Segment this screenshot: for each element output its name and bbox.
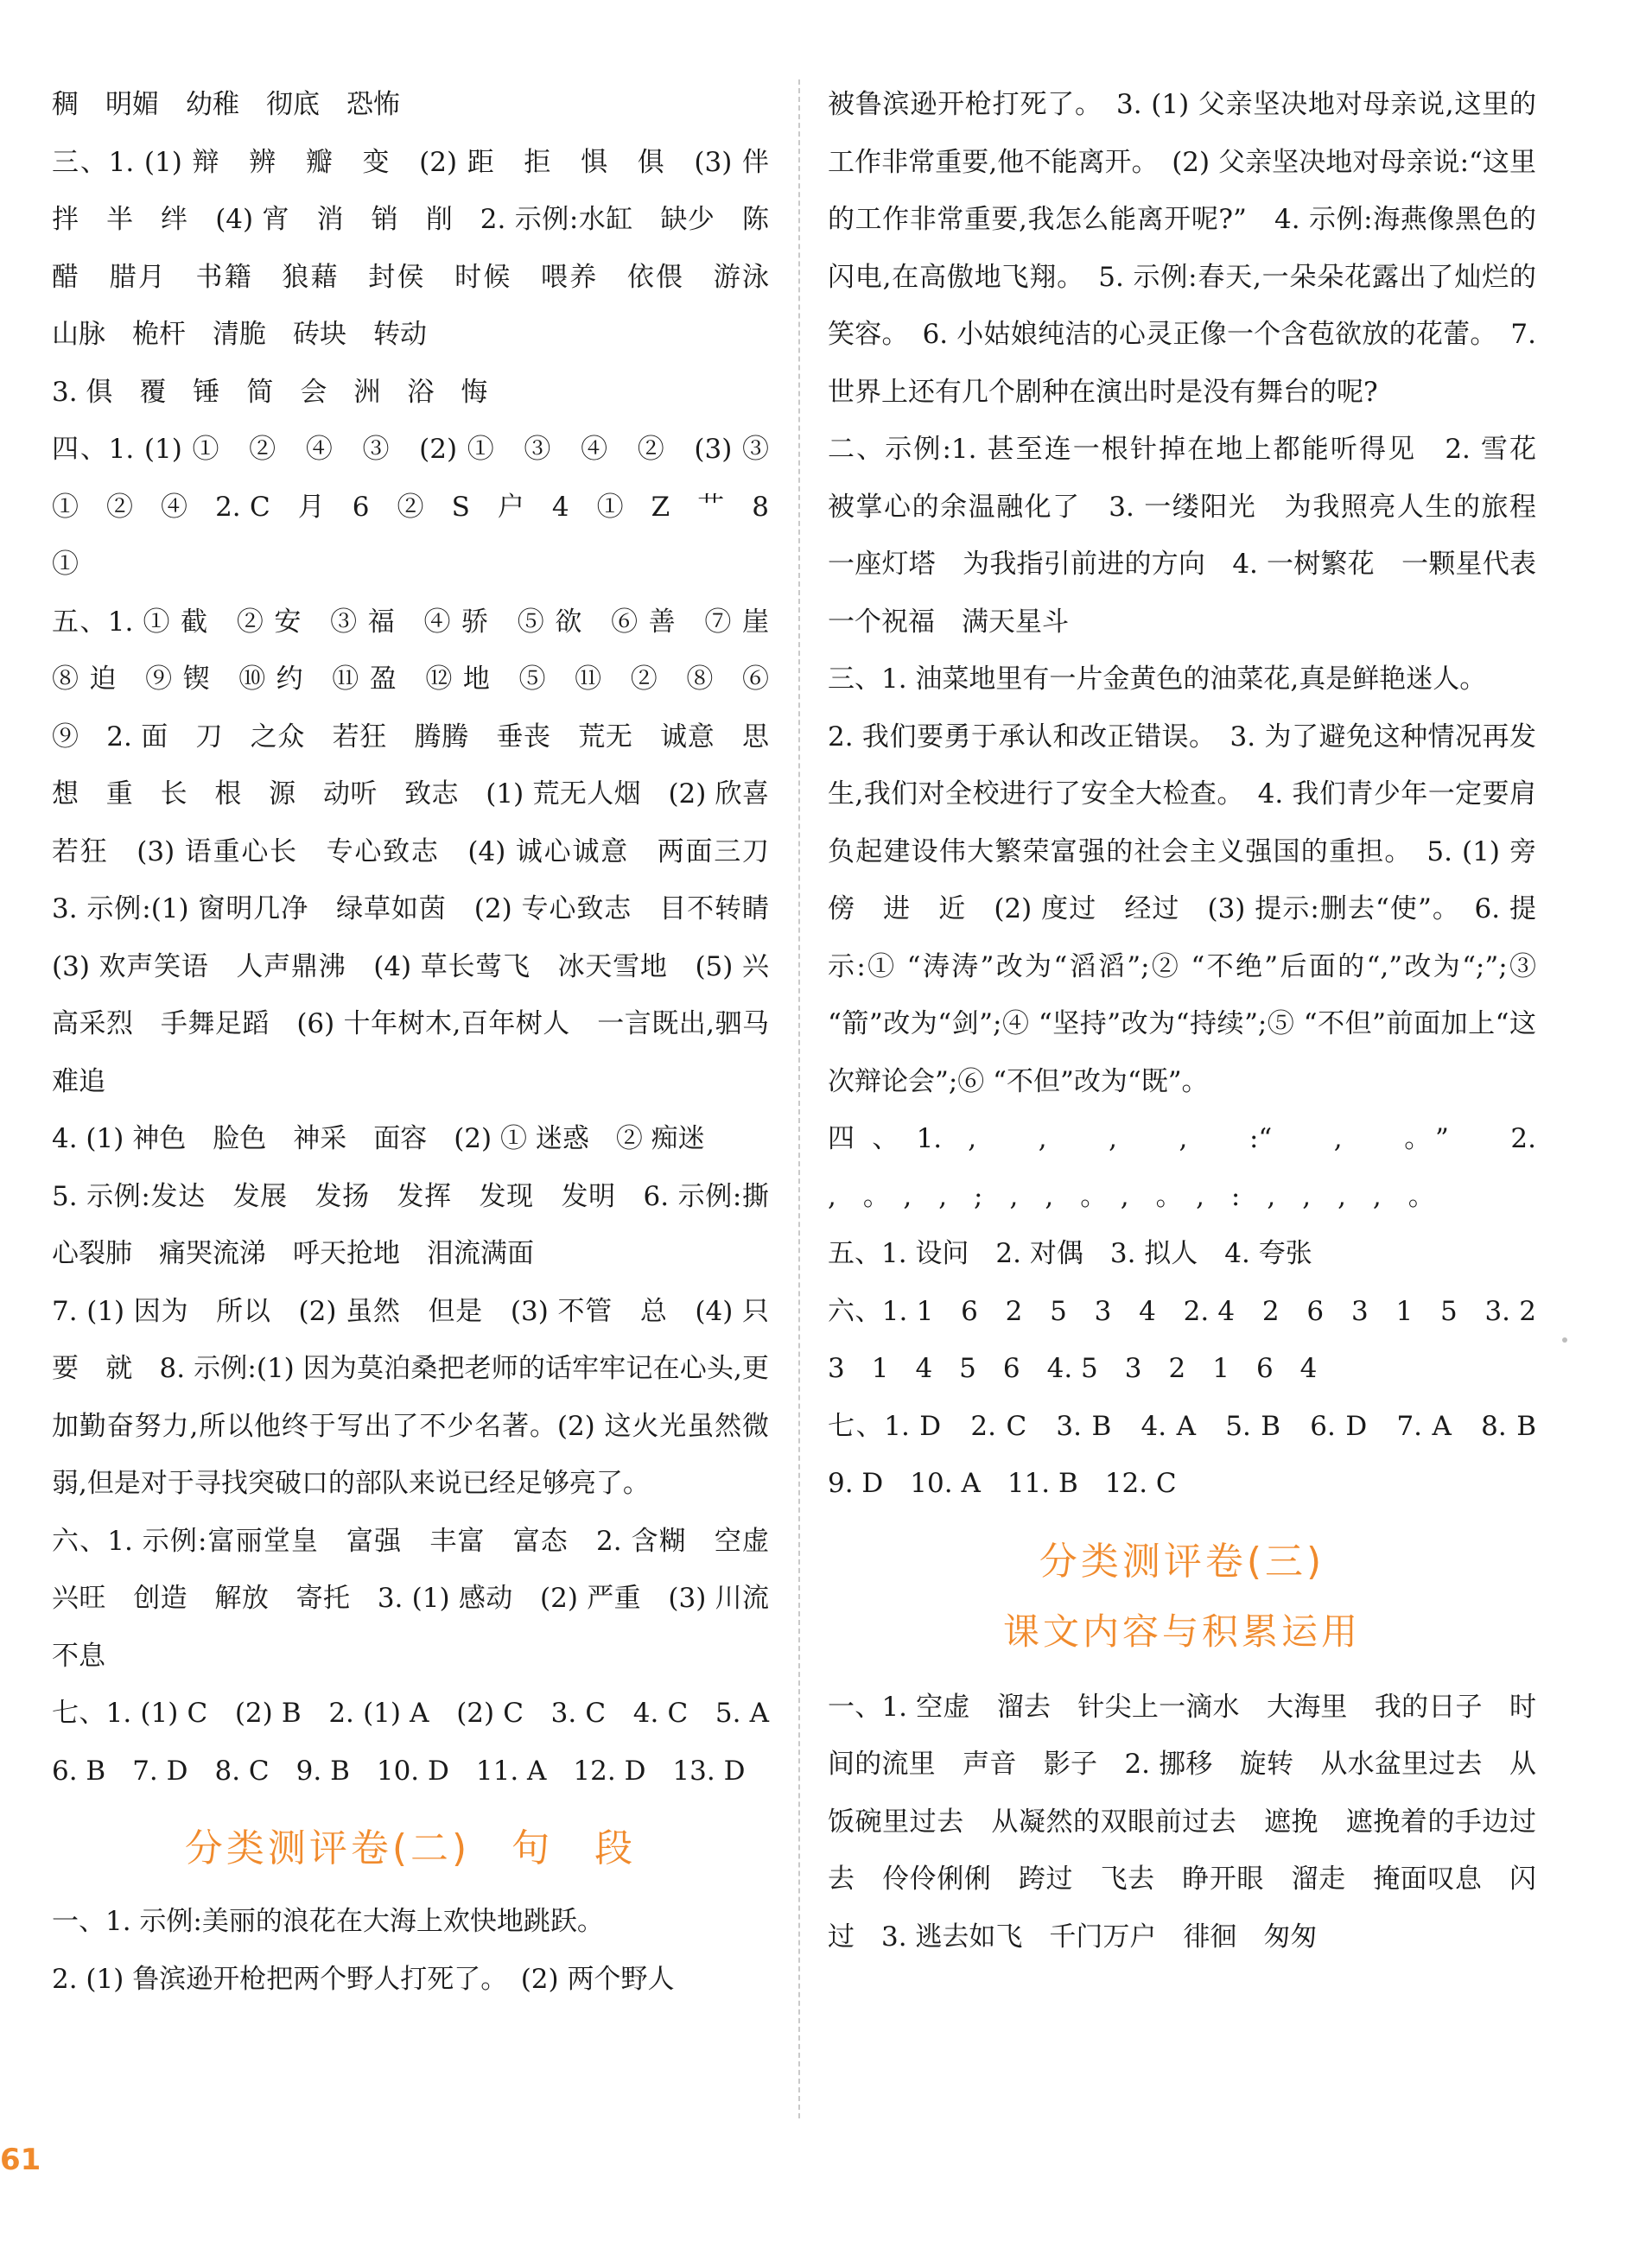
answer-paragraph: 2. 我们要勇于承认和改正错误。 3. 为了避免这种情况再发生,我们对全校进行了安全大检查。 4. 我们青少年一定要肩负起建设伟大繁荣富强的社会主义强国的重担。 5. (1) 旁 傍 进 近 (2) 度过 经过 (3) 提示:删去“使”。 6. 提示:① “涛涛”改为“滔滔”;② “不绝”后面的“,”改为“;”;③ “箭”改为“剑”;④ “坚持”改为“持续”;⑤ “不但”前面加上“这次辩论会”;⑥ “不但”改为“既”。 xyxy=(828,721,1563,1097)
answer-paragraph: 被鲁滨逊开枪打死了。 3. (1) 父亲坚决地对母亲说,这里的工作非常重要,他不能离开。 (2) 父亲坚决地对母亲说:“这里的工作非常重要,我怎么能离开呢?” 4. 示例:海燕像黑色的闪电,在高傲地飞翔。 5. 示例:春天,一朵朵花露出了灿烂的笑容。 6. 小姑娘纯洁的心灵正像一个含苞欲放的花蕾。 7. 世界上还有几个剧种在演出时是没有舞台的呢? xyxy=(828,89,1536,408)
answer-paragraph: 三、1. 油菜地里有一片金黄色的油菜花,真是鲜艳迷人。 xyxy=(828,664,1487,695)
answer-paragraph: 三、1. (1) 辩 辨 瓣 变 (2) 距 拒 惧 俱 (3) 伴 拌 半 绊 (4) 宵 消 销 削 2. 示例:水缸 缺少 陈醋 腊月 书籍 狼藉 封侯 时候 喂养 依偎 游泳 山脉 桅杆 清脆 砖块 转动 xyxy=(52,146,796,350)
answer-paragraph: 四、1. (1) ① ② ④ ③ (2) ① ③ ④ ② (3) ③ ① ② ④ 2. C 月 6 ② S 户 4 ① Z 艹 8 ① xyxy=(52,434,796,580)
scan-dot xyxy=(1562,1337,1567,1343)
left-column xyxy=(52,76,796,2008)
answer-paragraph: 二、示例:1. 甚至连一根针掉在地上都能听得见 2. 雪花 被掌心的余温融化了 3. 一缕阳光 为我照亮人生的旅程 一座灯塔 为我指引前进的方向 4. 一树繁花 一颗星代表一个祝福 满天星斗 xyxy=(828,434,1563,638)
page-number: 61 xyxy=(0,2143,41,2177)
section-three-title: 分类测评卷(三) xyxy=(1039,1539,1325,1584)
answer-paragraph: 一、1. 示例:美丽的浪花在大海上欢快地跳跃。 xyxy=(52,1906,604,1937)
column-divider xyxy=(798,79,800,2118)
answer-paragraph: 四、1. , , , , :“ , 。” 2. , 。 , , ; , , 。 , 。 , : , , , , 。 xyxy=(828,1123,1536,1212)
answer-paragraph: 六、1. 1 6 2 5 3 4 2. 4 2 6 3 1 5 3. 2 3 1 4 5 6 4. 5 3 2 1 6 4 xyxy=(828,1295,1563,1384)
answer-paragraph: 稠 明媚 幼稚 彻底 恐怖 xyxy=(52,89,400,120)
section-two-title: 分类测评卷(二) 句 段 xyxy=(184,1826,637,1870)
answer-paragraph: 五、1. ① 截 ② 安 ③ 福 ④ 骄 ⑤ 欲 ⑥ 善 ⑦ 崖 ⑧ 迫 ⑨ 锲 ⑩ 约 ⑪ 盈 ⑫ 地 ⑤ ⑪ ② ⑧ ⑥ ⑨ 2. 面 刀 之众 若狂 腾腾 垂丧 荒无 诚意 思 想 重 长 根 源 动听 致志 (1) 荒无人烟 (2) 欣喜若狂 (3) 语重心长 专心致志 (4) 诚心诚意 两面三刀 3. 示例:(1) 窗明几净 绿草如茵 (2) 专心致志 目不转睛 (3) 欢声笑语 人声鼎沸 (4) 草长莺飞 冰天雪地 (5) 兴高采烈 手舞足蹈 (6) 十年树木,百年树人 一言既出,驷马难追 xyxy=(52,606,796,1097)
answer-paragraph: 4. (1) 神色 脸色 神采 面容 (2) ① 迷惑 ② 痴迷 xyxy=(52,1123,705,1154)
answer-paragraph: 3. 俱 覆 锤 简 会 洲 浴 悔 xyxy=(52,376,488,408)
answer-paragraph: 5. 示例:发达 发展 发扬 发挥 发现 发明 6. 示例:撕心裂肺 痛哭流涕 呼天抢地 泪流满面 xyxy=(52,1180,769,1269)
answer-paragraph: 7. (1) 因为 所以 (2) 虽然 但是 (3) 不管 总 (4) 只要 就 8. 示例:(1) 因为莫泊桑把老师的话牢牢记在心头,更加勤奋努力,所以他终于写出了不少名著。(2) 这火光虽然微弱,但是对于寻找突破口的部队来说已经足够亮了。 xyxy=(52,1295,769,1499)
answer-paragraph: 七、1. (1) C (2) B 2. (1) A (2) C 3. C 4. C 5. A 6. B 7. D 8. C 9. B 10. D 11. A 12. D 13. D xyxy=(52,1698,796,1787)
answer-paragraph: 一、1. 空虚 溜去 针尖上一滴水 大海里 我的日子 时间的流里 声音 影子 2. 挪移 旋转 从水盆里过去 从饭碗里过去 从凝然的双眼前过去 遮挽 遮挽着的手边过去 伶伶俐俐 跨过 飞去 睁开眼 溜走 掩面叹息 闪过 3. 逃去如飞 千门万户 徘徊 匆匆 xyxy=(828,1691,1536,1953)
answer-paragraph: 六、1. 示例:富丽堂皇 富强 丰富 富态 2. 含糊 空虚 兴旺 创造 解放 寄托 3. (1) 感动 (2) 严重 (3) 川流不息 xyxy=(52,1525,796,1672)
answer-paragraph: 2. (1) 鲁滨逊开枪把两个野人打死了。 (2) 两个野人 xyxy=(52,1963,675,1995)
right-column xyxy=(828,76,1563,1965)
answer-paragraph: 五、1. 设问 2. 对偶 3. 拟人 4. 夸张 xyxy=(828,1238,1312,1269)
answer-paragraph: 七、1. D 2. C 3. B 4. A 5. B 6. D 7. A 8. B 9. D 10. A 11. B 12. C xyxy=(828,1410,1563,1499)
section-three-subtitle: 课文内容与积累运用 xyxy=(1002,1610,1361,1653)
